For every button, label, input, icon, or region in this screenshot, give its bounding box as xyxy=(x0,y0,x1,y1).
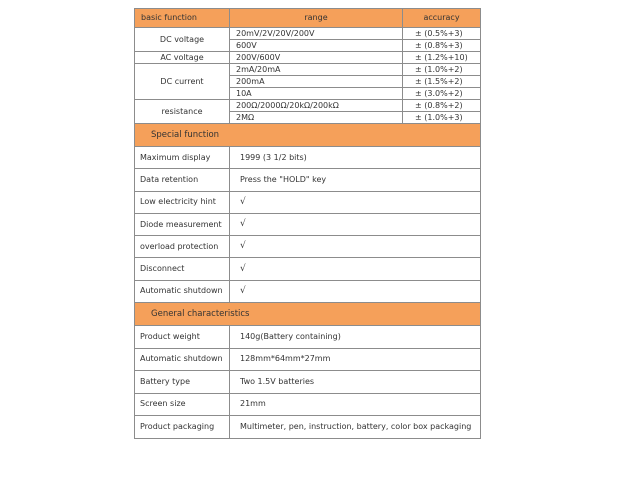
spec-label: overload protection xyxy=(135,236,230,258)
function-label: DC current xyxy=(135,64,230,100)
table-row xyxy=(135,258,481,280)
function-label: resistance xyxy=(135,100,230,124)
table-row xyxy=(135,326,481,349)
spec-label: Data retention xyxy=(135,169,230,191)
check-mark-icon: √ xyxy=(230,191,481,213)
accuracy-cell: ± (1.0%+2) xyxy=(403,64,481,76)
spec-value: 1999 (3 1/2 bits) xyxy=(230,147,481,169)
spec-value: 21mm xyxy=(230,393,481,416)
table-row xyxy=(135,280,481,302)
table-row xyxy=(135,64,481,76)
range-cell: 600V xyxy=(230,40,403,52)
spec-label: Automatic shutdown xyxy=(135,280,230,302)
table-header-row xyxy=(135,9,481,28)
function-label: AC voltage xyxy=(135,52,230,64)
range-cell: 200mA xyxy=(230,76,403,88)
accuracy-cell: ± (1.5%+2) xyxy=(403,76,481,88)
range-cell: 200V/600V xyxy=(230,52,403,64)
spec-value: 140g(Battery containing) xyxy=(230,326,481,349)
table-row xyxy=(135,191,481,213)
section-header-general xyxy=(135,303,481,326)
spec-label: Product weight xyxy=(135,326,230,349)
spec-label: Battery type xyxy=(135,371,230,394)
general-characteristics-title: General characteristics xyxy=(135,303,481,326)
range-cell: 2MΩ xyxy=(230,112,403,124)
header-range: range xyxy=(230,9,403,28)
accuracy-cell: ± (0.8%+3) xyxy=(403,40,481,52)
range-cell: 2mA/20mA xyxy=(230,64,403,76)
check-mark-icon: √ xyxy=(230,258,481,280)
check-mark-icon: √ xyxy=(230,236,481,258)
accuracy-cell: ± (1.2%+10) xyxy=(403,52,481,64)
range-cell: 20mV/2V/20V/200V xyxy=(230,28,403,40)
accuracy-cell: ± (1.0%+3) xyxy=(403,112,481,124)
basic-function-table xyxy=(134,8,481,124)
spec-label: Diode measurement xyxy=(135,213,230,235)
spec-value: Multimeter, pen, instruction, battery, color box packaging xyxy=(230,416,481,439)
accuracy-cell: ± (0.8%+2) xyxy=(403,100,481,112)
section-header-special xyxy=(135,124,481,147)
accuracy-cell: ± (3.0%+2) xyxy=(403,88,481,100)
function-label: DC voltage xyxy=(135,28,230,52)
header-accuracy: accuracy xyxy=(403,9,481,28)
accuracy-cell: ± (0.5%+3) xyxy=(403,28,481,40)
spec-value: Two 1.5V batteries xyxy=(230,371,481,394)
table-row xyxy=(135,416,481,439)
table-row xyxy=(135,100,481,112)
header-function: basic function xyxy=(135,9,230,28)
table-row xyxy=(135,28,481,40)
table-row xyxy=(135,52,481,64)
table-row xyxy=(135,348,481,371)
check-mark-icon: √ xyxy=(230,213,481,235)
range-cell: 200Ω/2000Ω/20kΩ/200kΩ xyxy=(230,100,403,112)
spec-label: Low electricity hint xyxy=(135,191,230,213)
spec-label: Product packaging xyxy=(135,416,230,439)
spec-value: Press the "HOLD" key xyxy=(230,169,481,191)
table-row xyxy=(135,169,481,191)
spec-value: 128mm*64mm*27mm xyxy=(230,348,481,371)
spec-label: Maximum display xyxy=(135,147,230,169)
table-row xyxy=(135,393,481,416)
special-function-title: Special function xyxy=(135,124,481,147)
table-row xyxy=(135,147,481,169)
spec-label: Automatic shutdown xyxy=(135,348,230,371)
table-row xyxy=(135,371,481,394)
table-row xyxy=(135,213,481,235)
range-cell: 10A xyxy=(230,88,403,100)
spec-label: Screen size xyxy=(135,393,230,416)
check-mark-icon: √ xyxy=(230,280,481,302)
spec-label: Disconnect xyxy=(135,258,230,280)
special-function-table xyxy=(134,123,481,439)
table-row xyxy=(135,236,481,258)
spec-sheet xyxy=(134,8,480,439)
